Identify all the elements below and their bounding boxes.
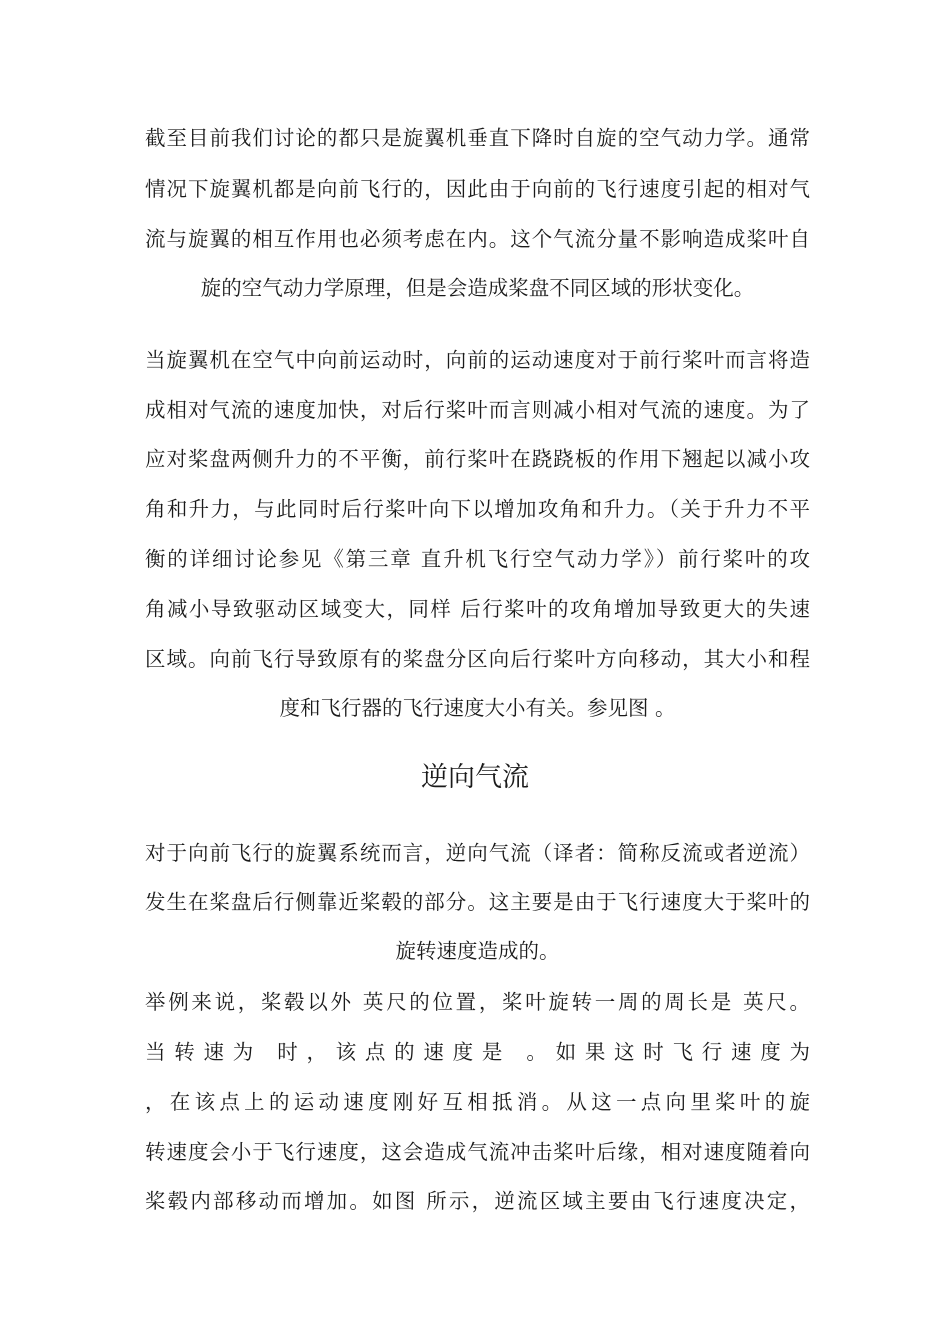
section-heading: 逆向气流 <box>421 762 529 793</box>
text-line: 区域。向前飞行导致原有的桨盘分区向后行桨叶方向移动，其大小和程 <box>145 647 810 671</box>
text-line: 当旋翼机在空气中向前运动时，向前的运动速度对于前行桨叶而言将造 <box>145 348 810 372</box>
text-line: 旋的空气动力学原理，但是会造成桨盘不同区域的形状变化。 <box>200 276 755 300</box>
text-line: 应对桨盘两侧升力的不平衡，前行桨叶在跷跷板的作用下翘起以减小攻 <box>145 447 810 471</box>
text-line: 角和升力，与此同时后行桨叶向下以增加攻角和升力。（关于升力不平 <box>145 497 810 521</box>
text-line: 情况下旋翼机都是向前飞行的，因此由于向前的飞行速度引起的相对气 <box>145 177 810 201</box>
text-line: 旋转速度造成的。 <box>395 939 560 963</box>
text-line: 成相对气流的速度加快，对后行桨叶而言则减小相对气流的速度。为了 <box>145 398 810 422</box>
text-line: 发生在桨盘后行侧靠近桨毂的部分。这主要是由于飞行速度大于桨叶的 <box>145 890 810 914</box>
text-line: 截至目前我们讨论的都只是旋翼机垂直下降时自旋的空气动力学。通常 <box>145 126 810 150</box>
text-line: 度和飞行器的飞行速度大小有关。参见图 。 <box>279 696 676 720</box>
text-line: 对于向前飞行的旋翼系统而言，逆向气流（译者：简称反流或者逆流） <box>145 841 810 865</box>
text-line: 衡的详细讨论参见《第三章 直升机飞行空气动力学》）前行桨叶的攻 <box>145 547 810 571</box>
text-line: 角减小导致驱动区域变大，同样 后行桨叶的攻角增加导致更大的失速 <box>145 597 810 621</box>
text-line: 举例来说，桨毂以外 英尺的位置，桨叶旋转一周的周长是 英尺。 <box>145 990 810 1014</box>
text-line: ，在该点上的运动速度刚好互相抵消。从这一点向里桨叶的旋 <box>145 1090 810 1114</box>
text-line: 流与旋翼的相互作用也必须考虑在内。这个气流分量不影响造成桨叶自 <box>145 227 810 251</box>
text-line: 当转速为 时，该点的速度是 。如果这时飞行速度为 <box>145 1040 810 1064</box>
text-line: 转速度会小于飞行速度，这会造成气流冲击桨叶后缘，相对速度随着向 <box>145 1140 810 1164</box>
text-line: 桨毂内部移动而增加。如图 所示，逆流区域主要由飞行速度决定， <box>145 1189 810 1213</box>
